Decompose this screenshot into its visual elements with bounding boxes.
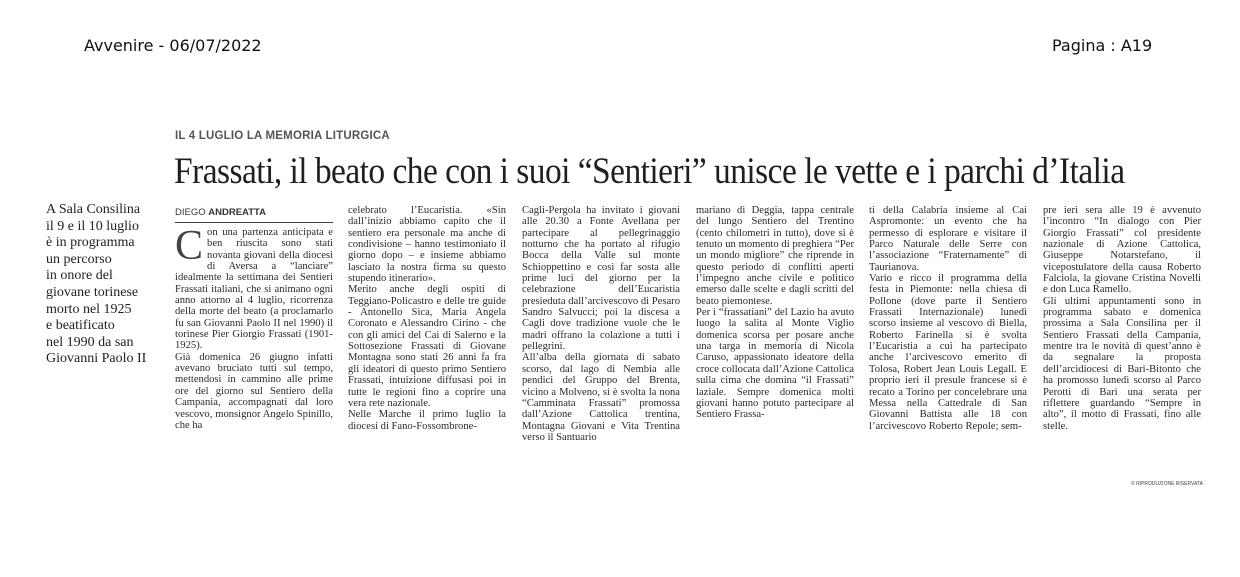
article-headline [174,150,1194,194]
headline-text: Frassati, il beato che con i suoi “Sentieri” unisce le vette e i parchi d’Italia [174,151,1125,192]
paragraph: on una partenza anticipata e ben riuscita sono stati novanta giovani della diocesi di Aversa a “lanciare” idealmente la settimana dei Sentieri Frassati italiani, che si animano ogni anno attorno al 4 luglio, ricorrenza della morte del beato (a proclamarlo fu san Giovanni Paolo II nel 1990) il torinese Pier Giorgio Frassati (1901-1925). [175,227,333,352]
drop-cap: C [175,227,204,269]
copyright-notice: © RIPRODUZIONE RISERVATA [1131,481,1203,487]
paragraph: ti della Calabria insieme al Cai Aspromonte: un evento che ha permesso di esplorare e visitare il Parco Naturale delle Serre con l’associazione “Fraternamente” di Taurianova. [869,205,1027,273]
summary-line: è in programma [46,235,135,251]
paragraph: Per i “frassatiani” del Lazio ha avuto luogo la salita al Monte Viglio domenica scorsa per posare anche una targa in memoria di Nicola Caruso, appassionato ideatore della croce collocata dall’Azione Cattolica sulla cima che domina “il Frassati” laziale. Sempre domenica molti giovani hanno potuto partecipare al Sentiero Frassa- [696,307,854,421]
paragraph: celebrato l’Eucaristia. «Sin dall’inizio abbiamo capito che il sentiero era personale ma anche di condivisione – hanno testimoniato il giorno dopo – e insieme abbiamo lasciato la nostra firma su questo stupendo itinerario». [348,205,506,285]
source-date: Avvenire - 06/07/2022 [84,36,262,55]
article-summary [46,202,168,368]
summary-line: e beatificato [46,318,115,334]
paragraph: All’alba della giornata di sabato scorso, dal lago di Nembia alle pendici del Gruppo del Brenta, vicino a Molveno, si è svolta la nona “Camminata Frassati” promossa dall’Azione Cattolica trentina, Montagna Giovani e Vita Trentina verso il Santuario [522,352,680,443]
paragraph: Nelle Marche il primo luglio la diocesi di Fano-Fossombrone- [348,409,506,432]
paragraph: Già domenica 26 giugno infatti avevano bruciato tutti sul tempo, mettendosi in cammino alle prime ore del giorno sul Sentiero della Campania, accompagnati dal loro vescovo, monsignor Angelo Spinillo, che ha [175,351,333,431]
paragraph: Cagli-Pergola ha invitato i giovani alle 20.30 a Fonte Avellana per partecipare al pellegrinaggio notturno che ha portato al rifugio Bocca della Valle sul monte Schioppettino e così far sosta alle prime luci del giorno per la celebrazione dell’Eucaristia presieduta dall’arcivescovo di Pesaro Sandro Salvucci; poi la discesa a Cagli dove tradizione vuole che le madri offrano la colazione a tutti i pellegrini. [522,205,680,353]
summary-line: A Sala Consilina [46,202,141,217]
paragraph: Vario e ricco il programma della festa in Piemonte: nella chiesa di Pollone (dove parte il Sentiero Frassati Internazionale) lunedì scorso insieme al vescovo di Biella, Roberto Farinella si è svolta l’Eucaristia a cui ha partecipato anche l’arcivescovo emerito di Tolosa, Robert Jean Louis Legall. E proprio ieri il presule francese si è recato a Torino per concelebrare una Messa nella Cattedrale di San Giovanni Battista alle 18 con l’arcivescovo Roberto Repole; sem- [869,273,1027,432]
article-column-5 [869,205,1027,491]
summary-line: il 9 e il 10 luglio [46,218,139,234]
paragraph: pre ieri sera alle 19 è avvenuto l’incontro “In dialogo con Pier Giorgio Frassati” col presidente nazionale di Azione Cattolica, Giuseppe Notarstefano, il vicepostulatore della causa Roberto Falciola, la giovane Cristina Novelli e don Luca Ramello. [1043,205,1201,296]
byline-last-name: ANDREATTA [208,207,266,218]
article-kicker: IL 4 LUGLIO LA MEMORIA LITURGICA [175,130,390,142]
summary-line: morto nel 1925 [46,301,132,317]
paragraph: Merito anche degli ospiti di Teggiano-Policastro e delle tre guide - Antonello Sica, Maria Angela Coronato e Alessandro Cirino - che con gli amici del Cai di Salerno e la Sottosezione Frassati di Giovane Montagna sono stati 26 anni fa fra gli ideatori di questo primo Sentiero Frassati, intuizione diffusasi poi in tutte le regioni fino a coprire una vera rete nazionale. [348,284,506,409]
article-column-6 [1043,205,1201,473]
article-column-3 [522,205,680,491]
article-column-1 [175,227,333,491]
summary-line: in onore del [46,268,113,284]
article-column-4 [696,205,854,491]
byline-first-name: DIEGO [175,207,206,218]
article-column-2 [348,205,506,491]
page-number: Pagina : A19 [1052,36,1153,55]
paragraph: Gli ultimi appuntamenti sono in programma sabato e domenica prossima a Sala Consilina per il Sentiero Frassati della Campania, mentre tra le novità di quest’anno è da segnalare la proposta dell’arcidiocesi di Bari-Bitonto che ha promosso lunedì scorso al Parco Perotti di Bari una serata per riflettere guardando “Sempre in alto”, il motto di Frassati, fino alle stelle. [1043,295,1201,432]
paragraph: mariano di Deggia, tappa centrale del lungo Sentiero del Trentino (cento chilometri in tutto), dove si è tenuto un momento di preghiera “Per un mondo migliore” che riprende in questo periodo di conflitti aperti l’impegno anche civile e politico emerso dalle scelte e dagli scritti del beato piemontese. [696,205,854,307]
summary-line: nel 1990 da san [46,334,134,350]
byline [175,207,333,223]
summary-line: giovane torinese [46,284,139,300]
summary-line: Giovanni Paolo II [46,351,147,367]
summary-line: un percorso [46,251,112,267]
